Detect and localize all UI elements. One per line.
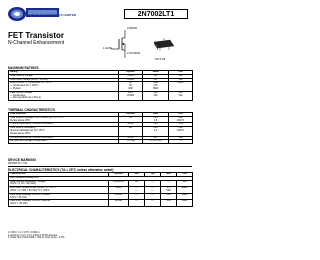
table-cell: 60: [143, 74, 169, 78]
electrical-table: [8, 172, 193, 207]
page-title: FET Transistor: [8, 31, 65, 40]
header-cell: Max: [143, 113, 169, 117]
table-cell: 100: [161, 193, 177, 200]
table-cell: Gate-Source Voltage — Continuous — Non-repetitive (tp ≤ 50 μs): [9, 91, 119, 100]
max-ratings-title: MAXIMUM RATINGS: [8, 66, 39, 70]
table-cell: V(BR)DSS: [109, 180, 129, 187]
table-row: [9, 127, 193, 136]
device-marking-title: DEVICE MARKING: [8, 158, 36, 162]
header-cell: Min: [129, 173, 145, 177]
table-cell: PD: [119, 127, 143, 136]
table-cell: Vdc: [169, 78, 193, 82]
table-cell: —: [145, 193, 161, 200]
table-cell: -55 to +150: [143, 140, 169, 144]
table-cell: —: [161, 180, 177, 187]
table-cell: Gate-Body Leakage Current, Forward (VGS = 20 Vdc): [9, 193, 109, 200]
mosfet-symbol-icon: [107, 28, 137, 60]
table-cell: 417: [143, 136, 169, 140]
table-cell: Drain-Source Voltage: [9, 74, 119, 78]
header-cell: Symbol: [119, 113, 143, 117]
table-cell: VDGR: [119, 78, 143, 82]
table-cell: °C/W: [169, 123, 193, 127]
header-cell: Characteristic: [9, 173, 109, 177]
table-cell: mW mW/°C: [169, 127, 193, 136]
table-row: [9, 180, 193, 187]
table-cell: Junction and Storage Temperature: [9, 140, 119, 144]
table-cell: μAdc: [177, 187, 193, 194]
table-cell: IDSS: [109, 187, 129, 194]
table-cell: Zero Gate Voltage Drain Current TJ = 25°C (VGS = 0, VDS = 60 Vdc) TJ = 125°C: [9, 187, 109, 194]
table-cell: mAdc: [169, 82, 193, 91]
table-cell: 60: [143, 78, 169, 82]
table-cell: 1.0 500: [161, 187, 177, 194]
header-cell: Unit: [177, 173, 193, 177]
max-ratings-table: [8, 70, 193, 101]
thermal-title: THERMAL CHARACTERISTICS: [8, 108, 55, 112]
table-cell: Vdc Vpk: [169, 91, 193, 100]
table-cell: PD: [119, 116, 143, 123]
logo-text: TRANSYS ELECTRONICS LIMITED: [24, 13, 77, 17]
table-cell: IGSSR: [109, 200, 129, 207]
table-cell: —: [145, 200, 161, 207]
header-cell: Rating: [9, 71, 119, 75]
table-cell: Drain-Source Breakdown Voltage (VGS = 0, ID = 10 μAdc): [9, 180, 109, 187]
table-cell: RθJA: [119, 123, 143, 127]
table-cell: mW mW/°C: [169, 116, 193, 123]
subheader-cell: OFF CHARACTERISTICS: [9, 176, 193, 180]
header-cell: Typ: [145, 173, 161, 177]
table-cell: 556: [143, 123, 169, 127]
footnotes: 1. FR-5 = 1.0 × 0.75 × 0.062 in. 2. Alumina = 0.4 × 0.3 × 0.024 in 99.5% alumina. 3. Pulse Test: Pulse Width ≤ 300 μs, Duty Cycle ≤ 2.0%.: [8, 232, 65, 240]
header-cell: Symbol: [109, 173, 129, 177]
part-number: 2N7002LT1: [124, 9, 188, 19]
table-cell: TJ, Tstg: [119, 140, 143, 144]
table-row: [9, 140, 193, 144]
table-cell: °C: [169, 140, 193, 144]
pin-gate-label: 1 GATE: [103, 47, 113, 50]
table-cell: —: [129, 200, 145, 207]
table-cell: Gate-Body Leakage Current, Reverse (VGS = -20 Vdc): [9, 200, 109, 207]
table-cell: -100: [161, 200, 177, 207]
header-cell: Symbol: [119, 71, 143, 75]
package-label: SOT-23: [155, 57, 166, 61]
table-cell: VGS VGSM: [119, 91, 143, 100]
table-cell: nAdc: [177, 193, 193, 200]
sot23-package-icon: [150, 38, 176, 52]
table-cell: RθJA: [119, 136, 143, 140]
table-cell: —: [145, 180, 161, 187]
table-cell: —: [129, 193, 145, 200]
table-cell: Total Device Dissipation FR-5 Board (1) TA = 25°C Derate above 25°C: [9, 116, 119, 123]
table-cell: VDSS: [119, 74, 143, 78]
table-cell: IGSSF: [109, 193, 129, 200]
electrical-title: ELECTRICAL CHARACTERISTICS (TA = 25°C unless otherwise noted): [8, 168, 114, 172]
table-row: [9, 193, 193, 200]
header-cell: Unit: [169, 113, 193, 117]
table-row: [9, 82, 193, 91]
device-marking-value: 2N7002LT1 = 702: [8, 162, 28, 165]
table-cell: 60: [129, 180, 145, 187]
table-row: [9, 187, 193, 194]
page-subtitle: N-Channel Enhancement: [8, 40, 65, 46]
thermal-table: [8, 112, 193, 144]
table-cell: ±115 ±75 ±800: [143, 82, 169, 91]
table-cell: — —: [145, 187, 161, 194]
table-cell: Thermal Resistance, Junction to Ambient: [9, 123, 119, 127]
table-cell: Thermal Resistance, Junction to Ambient: [9, 136, 119, 140]
pin-drain-label: 3 DRAIN: [127, 27, 138, 30]
header-cell: Characteristic: [9, 113, 119, 117]
header-cell: Max: [161, 173, 177, 177]
table-cell: ID ID IDM: [119, 82, 143, 91]
table-cell: Total Device Dissipation Alumina Substrate (2) TA = 25°C Derate above 25°C: [9, 127, 119, 136]
table-cell: — —: [129, 187, 145, 194]
header-cell: Value: [143, 71, 169, 75]
table-cell: Drain Current — Continuous TC = 25°C — Continuous TC = 100°C — Pulsed: [9, 82, 119, 91]
table-cell: °C/W: [169, 136, 193, 140]
table-row: [9, 200, 193, 207]
table-row: [9, 116, 193, 123]
table-cell: nAdc: [177, 200, 193, 207]
pin-source-label: 2 SOURCE: [127, 52, 141, 55]
table-cell: Drain-Gate Voltage (RGS = 1.0 MΩ): [9, 78, 119, 82]
header-cell: Unit: [169, 71, 193, 75]
table-cell: 300 2.4: [143, 127, 169, 136]
table-cell: 225 1.8: [143, 116, 169, 123]
table-cell: Vdc: [177, 180, 193, 187]
table-row: [9, 91, 193, 100]
table-cell: Vdc: [169, 74, 193, 78]
table-cell: ±20 ±40: [143, 91, 169, 100]
divider: [8, 166, 192, 167]
